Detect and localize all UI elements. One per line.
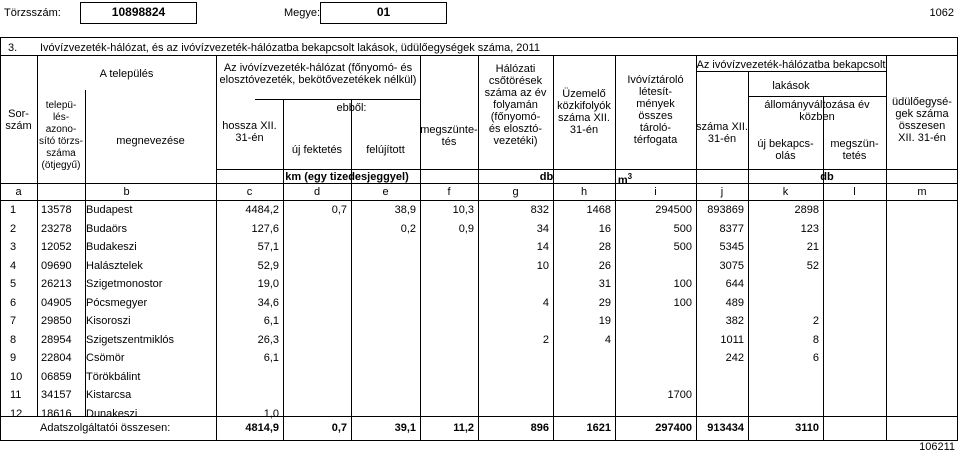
cell-h: 1468 xyxy=(586,204,611,216)
cell-g: 34 xyxy=(536,223,549,235)
cell-j: 893869 xyxy=(707,204,744,216)
megszuntetes-header: megszünte- tés xyxy=(420,124,478,148)
torzsszam-label: Törzsszám: xyxy=(4,7,61,19)
ebbol-header: ebből: xyxy=(336,102,367,114)
settlement-name: Budapest xyxy=(86,204,133,216)
column-letter: j xyxy=(720,186,724,198)
megye-label: Megye: xyxy=(284,7,321,19)
allomanyvaltozasa-header: állományváltozása év közben xyxy=(764,99,870,123)
column-letter: h xyxy=(580,186,588,198)
cell-k: 52 xyxy=(806,260,819,272)
cell-c: 57,1 xyxy=(257,241,279,253)
halozati-csotoresek-header: Hálózati csőtörések száma az év folyamán (főnyomó- és elosztó- vezetéki) xyxy=(484,63,547,147)
cell-c: 52,9 xyxy=(257,260,279,272)
cell-j: 242 xyxy=(725,352,744,364)
udulo-header: üdülőegysé- gek száma összesen XII. 31-én xyxy=(892,96,952,144)
uzemelo-kozkifolyok-header: Üzemelő közkifolyók száma XII. 31-én xyxy=(557,88,611,136)
column-letter: k xyxy=(782,186,789,198)
settlement-code: 12052 xyxy=(41,241,72,253)
unit-db-1: db xyxy=(539,171,554,183)
cell-h: 19 xyxy=(598,315,611,327)
settlement-code: 29850 xyxy=(41,315,72,327)
row-number: 4 xyxy=(10,260,17,272)
settlement-name: Kistarcsa xyxy=(86,389,132,401)
cell-k: 8 xyxy=(812,334,819,346)
column-letter: g xyxy=(512,186,519,198)
settlement-code: 22804 xyxy=(41,352,72,364)
column-letter: a xyxy=(15,186,22,198)
settlement-name: Dunakeszi xyxy=(86,408,138,420)
cell-h: 4 xyxy=(604,334,611,346)
cell-i: 500 xyxy=(673,241,692,253)
cell-c: 1,0 xyxy=(263,408,279,420)
unit-m3 xyxy=(615,171,635,187)
sorszam-header: Sor- szám xyxy=(5,108,32,132)
total-cell-j: 913434 xyxy=(707,422,744,434)
cell-i: 100 xyxy=(673,297,692,309)
total-cell-c: 4814,9 xyxy=(245,422,279,434)
cell-c: 127,6 xyxy=(251,223,279,235)
total-cell-e: 39,1 xyxy=(394,422,416,434)
cell-c: 26,3 xyxy=(257,334,279,346)
cell-j: 5345 xyxy=(719,241,744,253)
table-title: Ivóvízvezeték-hálózat, és az ivóvízvezeték-hálózatba bekapcsolt lakások, üdülőegységek száma, 2011 xyxy=(40,42,540,54)
ivoviztarolo-header: Ivóvíztároló létesít- mények összes tároló- térfogata xyxy=(627,74,684,146)
row-number: 11 xyxy=(10,389,22,401)
megye-value: 01 xyxy=(320,2,447,24)
settlement-code: 28954 xyxy=(41,334,72,346)
unit-m3-label: m xyxy=(617,174,628,187)
total-cell-g: 896 xyxy=(530,422,549,434)
halozat-group-header: Az ivóvízvezeték-hálózat (főnyomó- és elosztóvezeték, bekötővezetékek nélkül) xyxy=(219,62,417,86)
cell-c: 6,1 xyxy=(263,315,279,327)
row-number: 6 xyxy=(10,297,17,309)
total-cell-f: 11,2 xyxy=(453,422,474,434)
hossza-header: hossza XII. 31-én xyxy=(222,120,277,144)
cell-i: 1700 xyxy=(667,389,692,401)
column-letter: l xyxy=(853,186,856,198)
cell-h: 16 xyxy=(598,223,611,235)
cell-h: 28 xyxy=(598,241,611,253)
torzsszam-value: 10898824 xyxy=(80,2,197,24)
lakasok-szama-header: száma XII. 31-én xyxy=(696,121,748,145)
row-number: 5 xyxy=(10,278,17,290)
unit-m3-sup: 3 xyxy=(627,172,633,181)
cell-e: 38,9 xyxy=(394,204,416,216)
cell-i: 100 xyxy=(673,278,692,290)
row-number: 3 xyxy=(10,241,17,253)
column-letter: b xyxy=(123,186,130,198)
cell-g: 2 xyxy=(542,334,549,346)
cell-i: 294500 xyxy=(655,204,692,216)
felujitott-header: felújított xyxy=(366,144,405,156)
page-code: 1062 xyxy=(929,7,954,19)
cell-k: 6 xyxy=(812,352,819,364)
bekapcsolt-group-header: Az ivóvízvezeték-hálózatba bekapcsolt xyxy=(696,59,886,71)
cell-k: 2898 xyxy=(794,204,819,216)
cell-h: 31 xyxy=(598,278,611,290)
cell-j: 3075 xyxy=(719,260,744,272)
cell-g: 14 xyxy=(536,241,549,253)
settlement-code: 34157 xyxy=(41,389,72,401)
total-cell-d: 0,7 xyxy=(331,422,347,434)
cell-j: 489 xyxy=(725,297,744,309)
settlement-name: Kisoroszi xyxy=(86,315,131,327)
settlement-code: 26213 xyxy=(41,278,72,290)
telepules-azonosito-header: telepü- lés- azono- sító törzs- száma (ötjegyű) xyxy=(39,100,83,171)
footer-code: 106211 xyxy=(919,441,955,453)
uj-bekapcsolas-header: új bekapcs- olás xyxy=(757,138,814,162)
settlement-code: 18616 xyxy=(41,408,72,420)
settlement-name: Budaörs xyxy=(86,223,127,235)
cell-c: 4484,2 xyxy=(245,204,279,216)
column-letter: d xyxy=(313,186,321,198)
cell-j: 1011 xyxy=(720,334,744,346)
cell-e: 0,2 xyxy=(400,223,416,235)
cell-c: 34,6 xyxy=(257,297,279,309)
row-number: 9 xyxy=(10,352,17,364)
settlement-code: 23278 xyxy=(41,223,72,235)
settlement-name: Szigetmonostor xyxy=(86,278,163,290)
column-letter: c xyxy=(246,186,253,198)
cell-c: 19,0 xyxy=(257,278,279,290)
uj-fektetes-header: új fektetés xyxy=(291,144,343,156)
column-letter: f xyxy=(447,186,451,198)
row-number: 12 xyxy=(10,408,23,420)
row-number: 2 xyxy=(10,223,17,235)
cell-g: 832 xyxy=(530,204,549,216)
settlement-name: Szigetszentmiklós xyxy=(86,334,175,346)
settlement-name: Törökbálint xyxy=(86,371,141,383)
settlement-name: Halásztelek xyxy=(86,260,143,272)
megnevezese-header: megnevezése xyxy=(116,135,185,147)
cell-g: 4 xyxy=(542,297,549,309)
telepules-group-header: A település xyxy=(99,68,154,80)
cell-f: 10,3 xyxy=(452,204,474,216)
settlement-name: Budakeszi xyxy=(86,241,137,253)
column-letter: i xyxy=(654,186,657,198)
cell-c: 6,1 xyxy=(263,352,279,364)
total-cell-k: 3110 xyxy=(795,422,819,434)
lakasok-header: lakások xyxy=(772,80,810,92)
cell-g: 10 xyxy=(536,260,549,272)
settlement-code: 06859 xyxy=(41,371,72,383)
row-number: 10 xyxy=(10,371,23,383)
unit-km: km (egy tizedesjeggyel) xyxy=(285,171,409,183)
settlement-code: 04905 xyxy=(41,297,72,309)
column-letter: e xyxy=(382,186,389,198)
settlement-name: Csömör xyxy=(86,352,125,364)
cell-h: 26 xyxy=(598,260,611,272)
cell-f: 0,9 xyxy=(458,223,474,235)
row-number: 8 xyxy=(10,334,17,346)
cell-i: 500 xyxy=(673,223,692,235)
settlement-code: 09690 xyxy=(41,260,72,272)
cell-k: 123 xyxy=(800,223,819,235)
cell-d: 0,7 xyxy=(331,204,347,216)
megszuntetes2-header: megszün- tetés xyxy=(830,138,879,162)
cell-k: 2 xyxy=(812,315,819,327)
settlement-code: 13578 xyxy=(41,204,72,216)
row-number: 7 xyxy=(10,315,17,327)
unit-db-2: db xyxy=(820,171,834,183)
table-number: 3. xyxy=(8,42,18,54)
settlement-name: Pócsmegyer xyxy=(86,297,148,309)
cell-j: 644 xyxy=(725,278,744,290)
row-number: 1 xyxy=(10,204,17,216)
cell-j: 382 xyxy=(725,315,744,327)
column-letter: m xyxy=(917,186,927,198)
cell-k: 21 xyxy=(806,241,819,253)
total-cell-h: 1621 xyxy=(586,422,611,434)
cell-h: 29 xyxy=(598,297,611,309)
total-cell-i: 297400 xyxy=(655,422,692,434)
cell-j: 8377 xyxy=(719,223,744,235)
total-label: Adatszolgáltatói összesen: xyxy=(40,422,171,434)
